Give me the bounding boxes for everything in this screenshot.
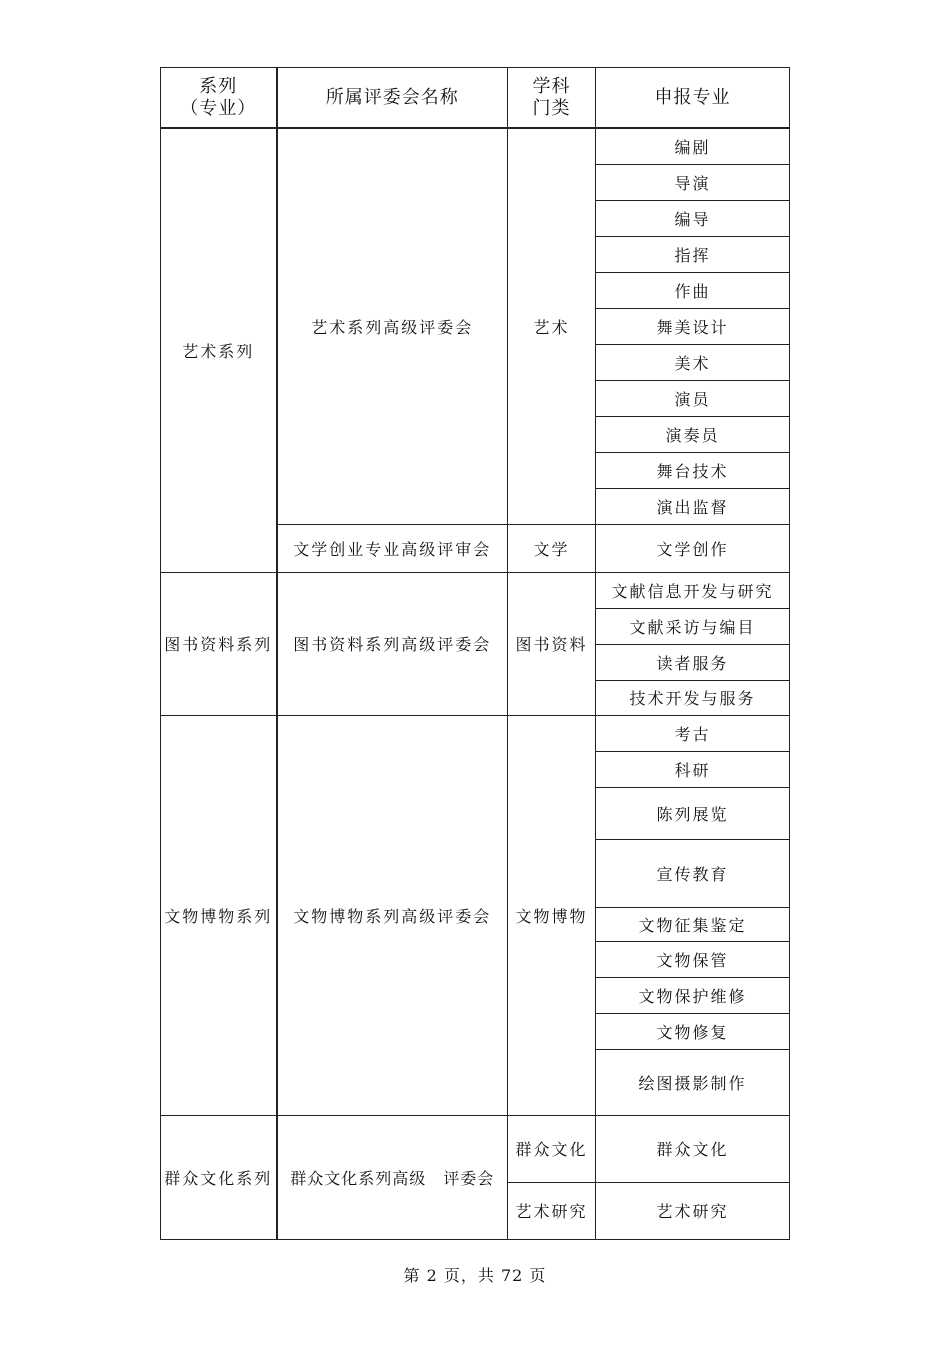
major-cell: 美术 — [596, 344, 790, 380]
table-row — [161, 1115, 790, 1182]
major-cell: 文物征集鉴定 — [596, 907, 790, 941]
major-cell: 绘图摄影制作 — [596, 1049, 790, 1115]
major-cell: 读者服务 — [596, 644, 790, 680]
major-cell: 舞美设计 — [596, 308, 790, 344]
table-row — [161, 715, 790, 751]
page-number: 第 2 页，共 72 页 — [403, 1266, 547, 1285]
major-cell: 宣传教育 — [596, 839, 790, 907]
series-cell-relics: 文物博物系列 — [161, 715, 277, 1115]
category-cell-relics: 文物博物 — [508, 715, 596, 1115]
header-series-line1: 系列 — [199, 75, 238, 97]
major-cell: 技术开发与服务 — [596, 680, 790, 715]
major-cell: 演奏员 — [596, 416, 790, 452]
header-category-line1: 学科 — [532, 75, 571, 97]
major-cell: 文物保管 — [596, 941, 790, 977]
committee-cell-mass: 群众文化系列高级 评委会 — [277, 1115, 508, 1239]
category-cell-library: 图书资料 — [508, 572, 596, 715]
major-cell: 作曲 — [596, 272, 790, 308]
category-cell-art-research: 艺术研究 — [508, 1182, 596, 1239]
category-cell-art: 艺术 — [508, 128, 596, 524]
header-series-line2: （专业） — [180, 97, 257, 119]
major-cell: 群众文化 — [596, 1115, 790, 1182]
header-major: 申报专业 — [596, 68, 790, 129]
major-cell: 演员 — [596, 380, 790, 416]
major-cell: 导演 — [596, 164, 790, 200]
major-cell: 编剧 — [596, 128, 790, 164]
header-row — [161, 68, 790, 129]
major-cell: 编导 — [596, 200, 790, 236]
category-cell-mass: 群众文化 — [508, 1115, 596, 1182]
major-cell: 科研 — [596, 751, 790, 787]
committee-cell-relics: 文物博物系列高级评委会 — [277, 715, 508, 1115]
category-cell-literature: 文学 — [508, 524, 596, 572]
table-row — [161, 128, 790, 164]
major-cell: 文献信息开发与研究 — [596, 572, 790, 608]
major-cell: 陈列展览 — [596, 787, 790, 839]
header-committee: 所属评委会名称 — [277, 68, 508, 129]
committee-cell-art: 艺术系列高级评委会 — [277, 128, 508, 524]
major-cell: 舞台技术 — [596, 452, 790, 488]
header-series — [161, 68, 277, 129]
major-cell: 文物保护维修 — [596, 977, 790, 1013]
header-category-line2: 门类 — [532, 97, 571, 119]
major-cell: 文学创作 — [596, 524, 790, 572]
series-cell-library: 图书资料系列 — [161, 572, 277, 715]
table-row — [161, 572, 790, 608]
series-cell-mass: 群众文化系列 — [161, 1115, 277, 1239]
qualification-table — [160, 67, 790, 1240]
major-cell: 文物修复 — [596, 1013, 790, 1049]
committee-cell-literature: 文学创业专业高级评审会 — [277, 524, 508, 572]
major-cell: 演出监督 — [596, 488, 790, 524]
series-cell-art: 艺术系列 — [161, 128, 277, 572]
major-cell: 考古 — [596, 715, 790, 751]
major-cell: 文献采访与编目 — [596, 608, 790, 644]
major-cell: 艺术研究 — [596, 1182, 790, 1239]
header-category — [508, 68, 596, 129]
major-cell: 指挥 — [596, 236, 790, 272]
committee-cell-library: 图书资料系列高级评委会 — [277, 572, 508, 715]
